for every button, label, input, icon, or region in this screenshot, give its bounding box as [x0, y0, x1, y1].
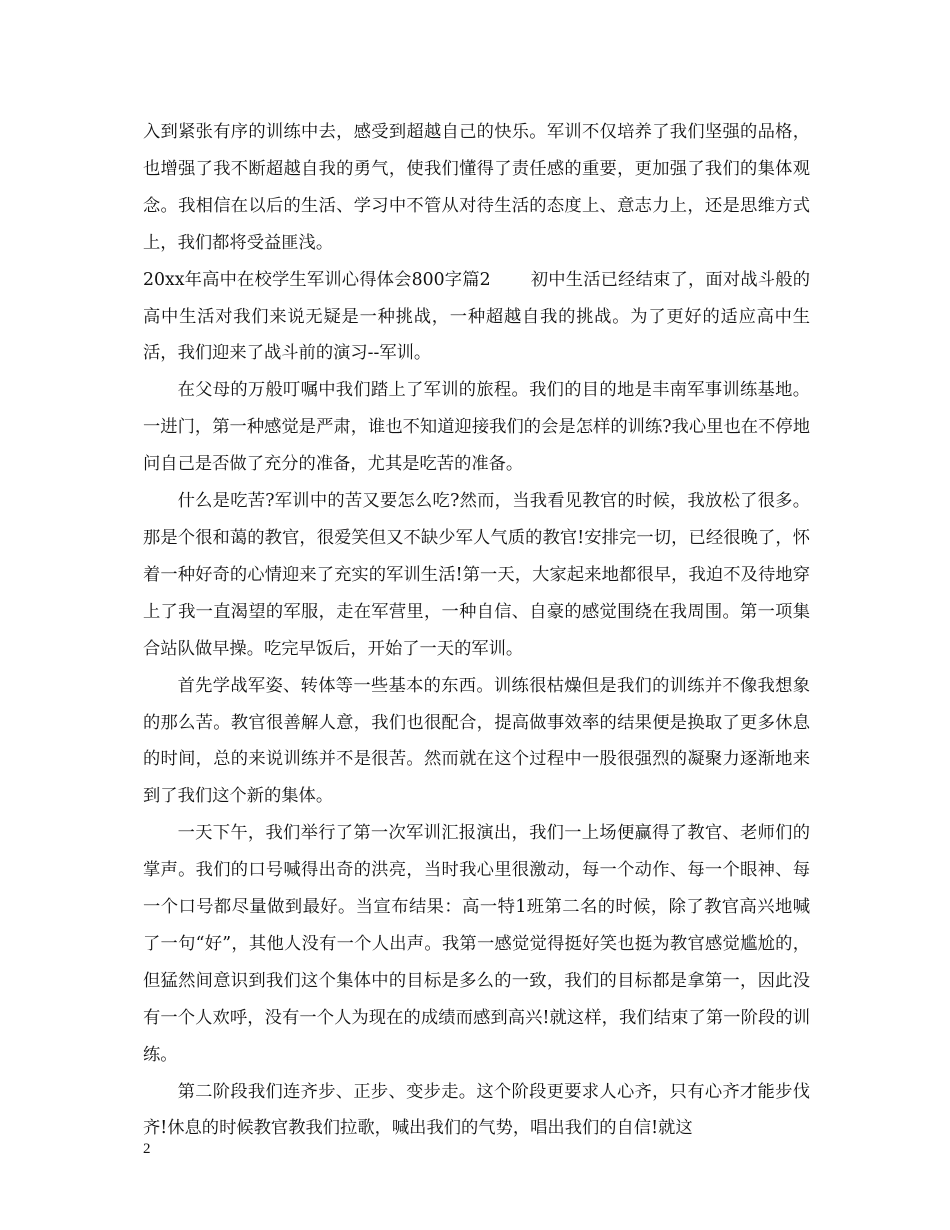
- paragraph-5: 首先学战军姿、转体等一些基本的东西。训练很枯燥但是我们的训练并不像我想象的那么苦。教官很善解人意，我们也很配合，提高做事效率的结果便是换取了更多休息的时间，总的来说训练并不是很苦。然而就在这个过程中一股很强烈的凝聚力逐渐地来到了我们这个新的集体。: [143, 675, 810, 807]
- paragraph-7: 第二阶段我们连齐步、正步、变步走。这个阶段更要求人心齐，只有心齐才能步伐齐!休息的时候教官教我们拉歌，喊出我们的气势，唱出我们的自信!就这: [143, 1081, 810, 1139]
- paragraph-4: 什么是吃苦?军训中的苦又要怎么吃?然而，当我看见教官的时候，我放松了很多。那是个很和蔼的教官，很爱笑但又不缺少军人气质的教官!安排完一切，已经很晚了，怀着一种好奇的心情迎来了充实的军训生活!第一天，大家起来地都很早，我迫不及待地穿上了我一直渴望的军服，走在军营里，一种自信、自豪的感觉围绕在我周围。第一项集合站队做早操。吃完早饭后，开始了一天的军训。: [143, 491, 810, 659]
- page-number: 2: [143, 1141, 151, 1157]
- document-body: [143, 114, 810, 1147]
- paragraph-2: [143, 262, 810, 373]
- paragraph-1: 入到紧张有序的训练中去，感受到超越自己的快乐。军训不仅培养了我们坚强的品格，也增强了我不断超越自我的勇气，使我们懂得了责任感的重要，更加强了我们的集体观念。我相信在以后的生活、学习中不管从对待生活的态度上、意志力上，还是思维方式上，我们都将受益匪浅。: [143, 122, 810, 253]
- paragraph-6: 一天下午，我们举行了第一次军训汇报演出，我们一上场便赢得了教官、老师们的掌声。我们的口号喊得出奇的洪亮，当时我心里很激动，每一个动作、每一个眼神、每一个口号都尽量做到最好。当宣布结果：高一特1班第二名的时候，除了教官高兴地喊了一句“好”，其他人没有一个人出声。我第一感觉觉得挺好笑也挺为教官感觉尴尬的，但猛然间意识到我们这个集体中的目标是多么的一致，我们的目标都是拿第一，因此没有一个人欢呼，没有一个人为现在的成绩而感到高兴!就这样，我们结束了第一阶段的训练。: [143, 823, 810, 1065]
- paragraph-3: 在父母的万般叮嘱中我们踏上了军训的旅程。我们的目的地是丰南军事训练基地。一进门，第一种感觉是严肃，谁也不知道迎接我们的会是怎样的训练?我心里也在不停地问自己是否做了充分的准备，尤其是吃苦的准备。: [143, 380, 810, 475]
- paragraph-2-text: 初中生活已经结束了，面对战斗般的高中生活对我们来说无疑是一种挑战，一种超越自我的挑战。为了更好的适应高中生活，我们迎来了战斗前的演习--军训。: [143, 269, 810, 364]
- essay-heading: 20xx年高中在校学生军训心得体会800字篇2: [143, 269, 491, 290]
